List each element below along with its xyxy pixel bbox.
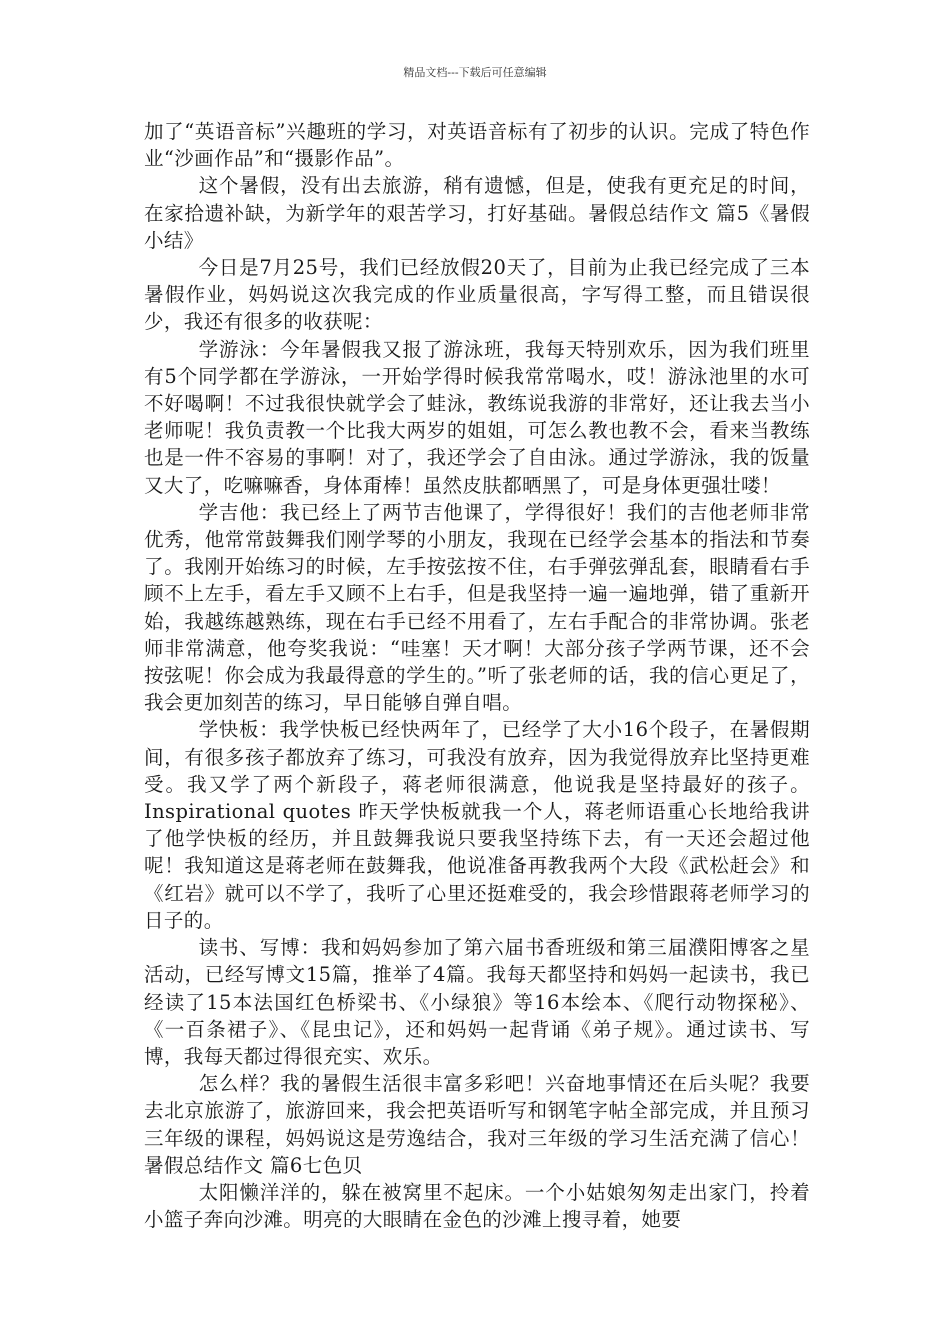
paragraph: 读书、写博：我和妈妈参加了第六届书香班级和第三届濮阳博客之星活动，已经写博文15篇，推举了4篇。我每天都坚持和妈妈一起读书，我已经读了15本法国红色桥梁书、《小绿狼》等16本绘本、《爬行动物探秘》、《一百条裙子》、《昆虫记》，还和妈妈一起背诵《弟子规》。通过读书、写博，我每天都过得很充实、欢乐。 <box>144 936 810 1068</box>
page-header: 精品文档---下载后可任意编辑 <box>403 66 547 79</box>
paragraph: 学吉他：我已经上了两节吉他课了，学得很好！我们的吉他老师非常优秀，他常常鼓舞我们刚学琴的小朋友，我现在已经学会基本的指法和节奏了。我刚开始练习的时候，左手按弦按不住，右手弹弦弹乱套，眼睛看右手顾不上左手，看左手又顾不上右手，但是我坚持一遍一遍地弹，错了重新开始，我越练越熟练，现在右手已经不用看了，左右手配合的非常协调。张老师非常满意，他夸奖我说：“哇塞！天才啊！大部分孩子学两节课，还不会按弦呢！你会成为我最得意的学生的。”听了张老师的话，我的信心更足了，我会更加刻苦的练习，早日能够自弹自唱。 <box>144 500 810 715</box>
paragraph: 学游泳：今年暑假我又报了游泳班，我每天特别欢乐，因为我们班里有5个同学都在学游泳，一开始学得时候我常常喝水，哎！游泳池里的水可不好喝啊！不过我很快就学会了蛙泳，教练说我游的非常好，还让我去当小老师呢！我负责教一个比我大两岁的姐姐，可怎么教也教不会，看来当教练也是一件不容易的事啊！对了，我还学会了自由泳。通过学游泳，我的饭量又大了，吃嘛嘛香，身体甭棒！虽然皮肤都晒黑了，可是身体更强壮喽！ <box>144 337 810 497</box>
paragraph: 今日是7月25号，我们已经放假20天了，目前为止我已经完成了三本暑假作业，妈妈说这次我完成的作业质量很高，字写得工整，而且错误很少，我还有很多的收获呢： <box>144 256 810 334</box>
document-body <box>144 118 810 1233</box>
paragraph: 怎么样？我的暑假生活很丰富多彩吧！兴奋地事情还在后头呢？我要去北京旅游了，旅游回来，我会把英语听写和钢笔字帖全部完成，并且预习三年级的课程，妈妈说这是劳逸结合，我对三年级的学习生活充满了信心！暑假总结作文 篇6七色贝 <box>144 1072 810 1177</box>
paragraph: 加了“英语音标”兴趣班的学习，对英语音标有了初步的认识。完成了特色作业“沙画作品”和“摄影作品”。 <box>144 120 810 171</box>
paragraph: 学快板：我学快板已经快两年了，已经学了大小16个段子，在暑假期间，有很多孩子都放弃了练习，可我没有放弃，因为我觉得放弃比坚持更难受。我又学了两个新段子，蒋老师很满意，他说我是坚持最好的孩子。Inspirational quotes 昨天学快板就我一个人，蒋老师语重心长地给我讲了他学快板的经历，并且鼓舞我说只要我坚持练下去，有一天还会超过他呢！我知道这是蒋老师在鼓舞我，他说准备再教我两个大段《武松赶会》和《红岩》就可以不学了，我听了心里还挺难受的，我会珍惜跟蒋老师学习的日子的。 <box>144 718 810 932</box>
paragraph: 这个暑假，没有出去旅游，稍有遗憾，但是，使我有更充足的时间，在家拾遗补缺，为新学年的艰苦学习，打好基础。暑假总结作文 篇5《暑假小结》 <box>144 174 810 252</box>
paragraph: 太阳懒洋洋的，躲在被窝里不起床。一个小姑娘匆匆走出家门，拎着小篮子奔向沙滩。明亮的大眼睛在金色的沙滩上搜寻着，她要 <box>144 1180 810 1232</box>
